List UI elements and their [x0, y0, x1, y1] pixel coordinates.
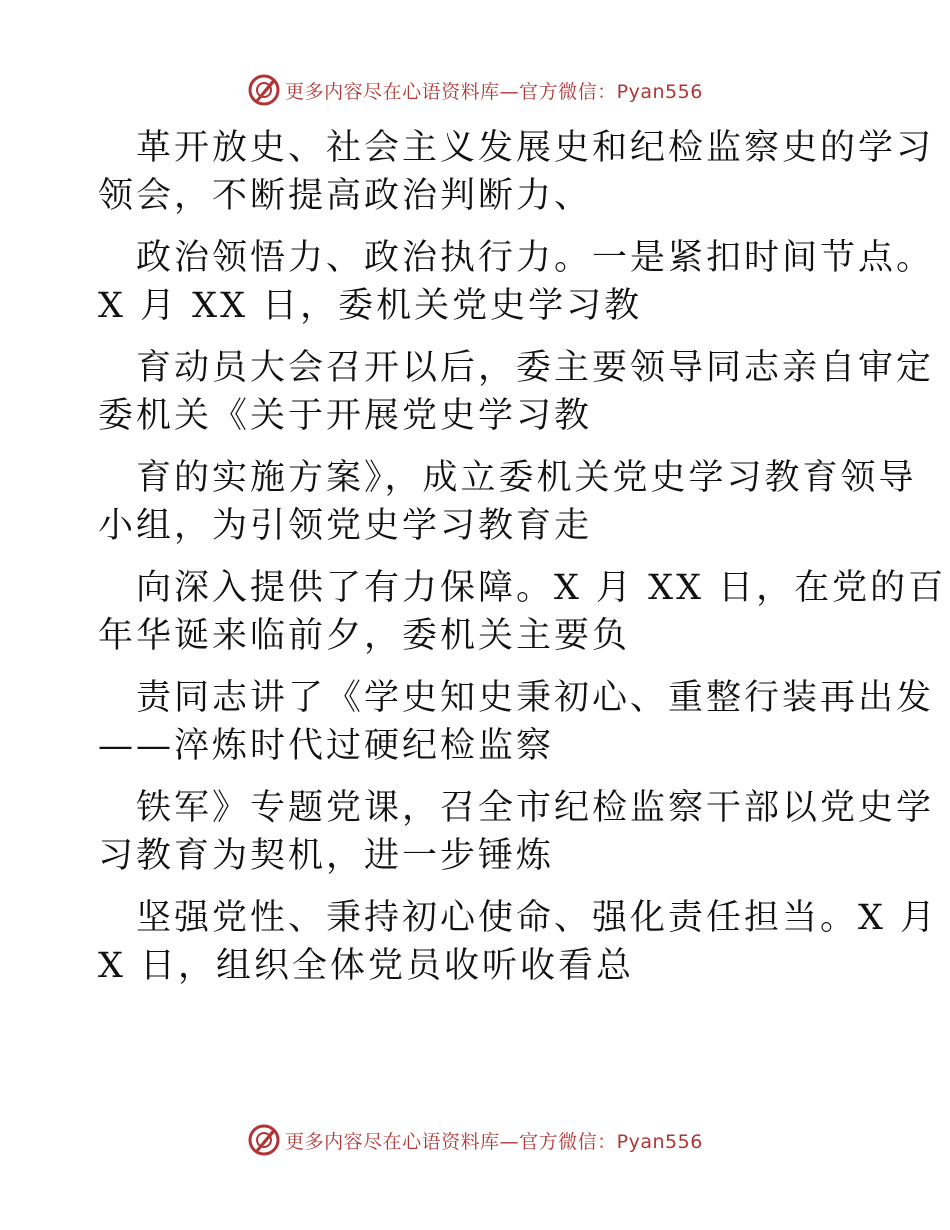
text-line: 革开放史、社会主义发展史和纪检监察史的学习 [136, 128, 935, 168]
text-line: 习教育为契机，进一步锤炼 [98, 836, 555, 876]
text-line: 育的实施方案》，成立委机关党史学习教育领导 [136, 458, 917, 498]
text-line: 铁军》专题党课，召全市纪检监察干部以党史学 [136, 788, 935, 828]
text-line: ——淬炼时代过硬纪检监察 [98, 726, 555, 766]
text-line: 责同志讲了《学史知史秉初心、重整行装再出发 [136, 678, 935, 718]
text-line: 年华诞来临前夕，委机关主要负 [98, 616, 631, 656]
quill-circle-logo-icon [247, 1123, 281, 1157]
quill-circle-logo-icon [247, 73, 281, 107]
text-line: 小组，为引领党史学习教育走 [98, 506, 593, 546]
text-line: 向深入提供了有力保障。X 月 XX 日，在党的百 [136, 568, 947, 608]
watermark-text: 更多内容尽在心语资料库—官方微信：Pyan556 [285, 1130, 703, 1153]
header-watermark [0, 70, 950, 110]
text-line: 育动员大会召开以后，委主要领导同志亲自审定 [136, 348, 935, 388]
text-line: 委机关《关于开展党史学习教 [98, 396, 593, 436]
text-line: X 月 XX 日，委机关党史学习教 [98, 286, 643, 326]
text-line: 政治领悟力、政治执行力。一是紧扣时间节点。 [136, 238, 935, 278]
document-body [98, 124, 947, 1004]
text-line: X 日，组织全体党员收听收看总 [98, 946, 635, 986]
text-line: 坚强党性、秉持初心使命、强化责任担当。X 月 [136, 898, 939, 938]
footer-watermark [0, 1120, 950, 1160]
text-line: 领会，不断提高政治判断力、 [98, 176, 593, 216]
watermark-text: 更多内容尽在心语资料库—官方微信：Pyan556 [285, 80, 703, 103]
